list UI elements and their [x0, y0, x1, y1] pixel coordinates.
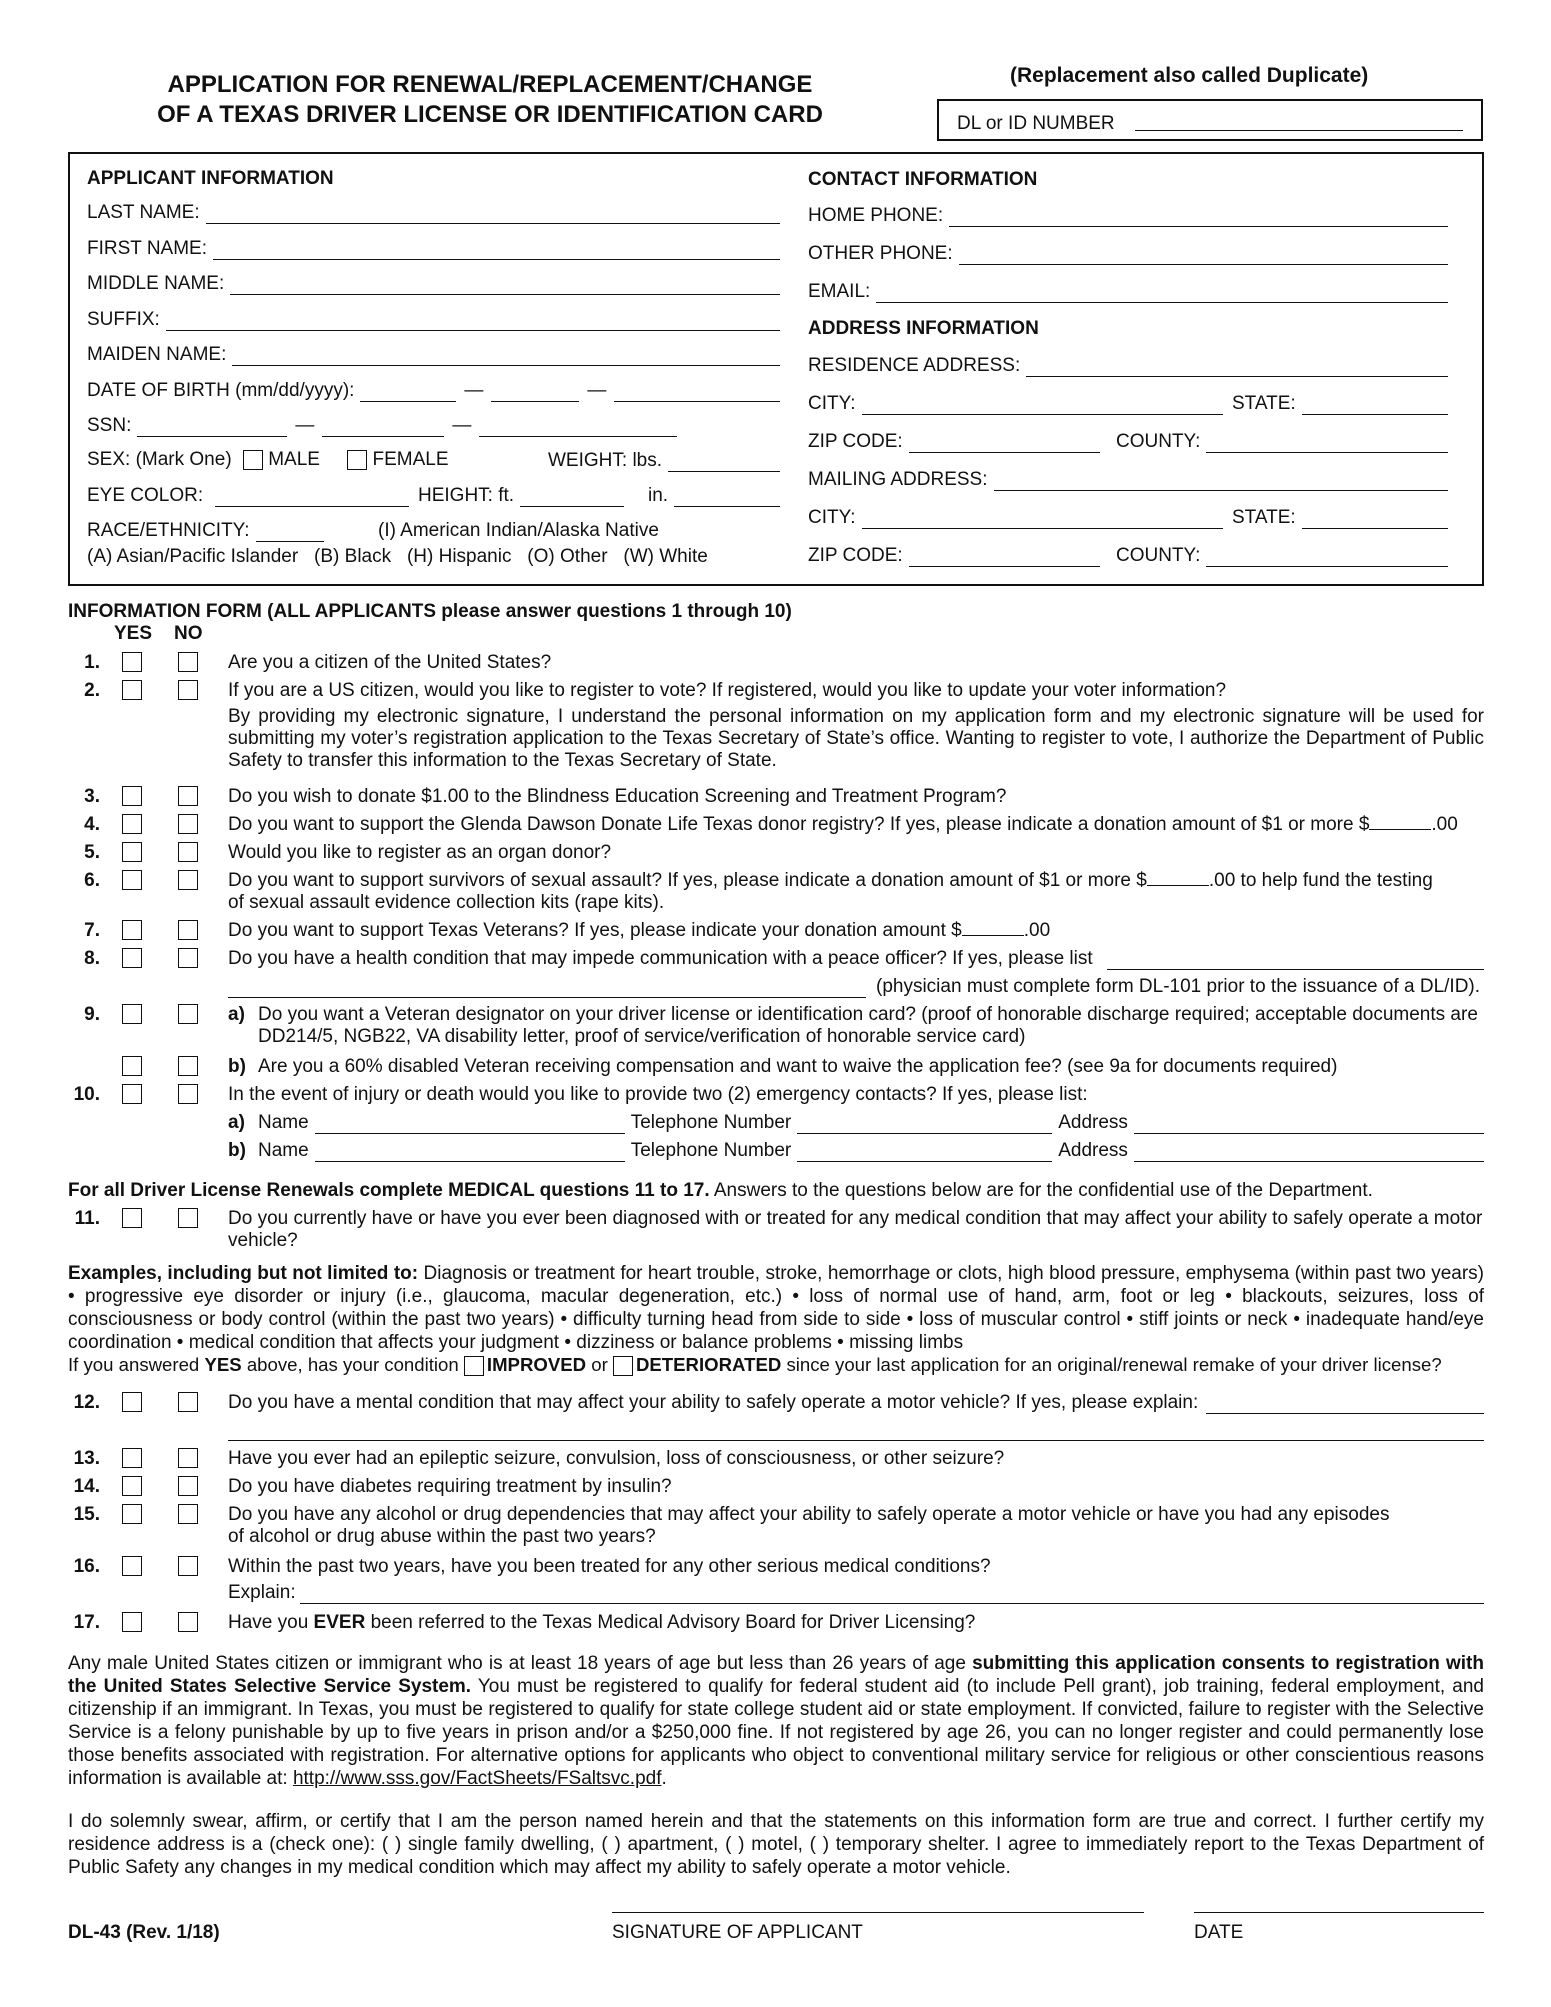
residence-state-field[interactable]	[1232, 393, 1448, 415]
q12-explain-field[interactable]	[1206, 1399, 1484, 1414]
q10-text: In the event of injury or death would you like to provide two (2) emergency contacts? If yes, please list:	[228, 1084, 1088, 1105]
q10-yes-checkbox[interactable]	[122, 1084, 142, 1104]
eye-color-label: EYE COLOR:	[87, 485, 204, 506]
q12-yes-checkbox[interactable]	[122, 1392, 142, 1412]
q5-no-checkbox[interactable]	[178, 842, 198, 862]
form-title-line2: OF A TEXAS DRIVER LICENSE OR IDENTIFICATION CARD	[157, 101, 823, 128]
cond-text-3: since your last application for an original/renewal remake of your driver license?	[781, 1354, 1442, 1375]
eye-color-field[interactable]	[87, 485, 409, 507]
q8-condition-field[interactable]	[1107, 955, 1484, 970]
height-label: HEIGHT: ft.	[418, 485, 515, 506]
signature-label: SIGNATURE OF APPLICANT	[612, 1922, 863, 1943]
q16-yes-checkbox[interactable]	[122, 1556, 142, 1576]
q9b-text: Are you a 60% disabled Veteran receiving compensation and want to waive the application fee? (see 9a for documents required)	[258, 1056, 1338, 1077]
home-phone-label: HOME PHONE:	[808, 205, 944, 226]
q16-no-checkbox[interactable]	[178, 1556, 198, 1576]
q9a-text: Do you want a Veteran designator on your driver license or identification card? (proof of honorable discharge required; acceptable documents are DD214/5, NGB22, VA disability letter, proof of service/verification of honorable service card)	[258, 1004, 1478, 1047]
q9b-no-checkbox[interactable]	[178, 1056, 198, 1076]
q14-text: Do you have diabetes requiring treatment by insulin?	[228, 1476, 672, 1497]
q8-text: Do you have a health condition that may impede communication with a peace officer? If yes, please list	[228, 948, 1093, 969]
oath-statement: I do solemnly swear, affirm, or certify that I am the person named herein and that the statements on this information form are true and correct. I further certify my residence address is a (check one): ( ) single family dwelling, ( ) apartment, ( ) motel, ( ) temporary shelter. I agree to immediately report to the Texas Department of Public Safety any changes in my medical condition which may affect my ability to safely operate a motor vehicle.	[68, 1811, 1484, 1878]
improved-checkbox[interactable]	[464, 1356, 484, 1376]
q3-text: Do you wish to donate $1.00 to the Blindness Education Screening and Treatment Program?	[228, 786, 1007, 807]
q2-yes-checkbox[interactable]	[122, 680, 142, 700]
info-form-heading: INFORMATION FORM (ALL APPLICANTS please answer questions 1 through 10)	[68, 601, 792, 622]
q7-no-checkbox[interactable]	[178, 920, 198, 940]
q2-text: If you are a US citizen, would you like to register to vote? If registered, would you like to update your voter information?	[228, 680, 1227, 701]
female-label: FEMALE	[372, 449, 449, 470]
examples-text: Diagnosis or treatment for heart trouble, stroke, hemorrhage or clots, high blood pressure, emphysema (within past two years) • progressive eye disorder or injury (i.e., glaucoma, macular degeneration, etc.) • loss of normal use of hand, arm, foot or leg • blackouts, seizures, loss of consciousness or body control (within the past two years) • difficulty turning head from side to side • loss of muscular control • stiff joints or neck • inadequate hand/eye coordination • medical condition that affects your judgment • dizziness or balance problems • missing limbs	[68, 1263, 1484, 1353]
female-checkbox[interactable]	[347, 450, 367, 470]
q11-text: Do you currently have or have you ever been diagnosed with or treated for any medical condition that may affect your ability to safely operate a motor vehicle?	[228, 1208, 1483, 1251]
q16-explain-label: Explain:	[228, 1582, 296, 1603]
q3-yes-checkbox[interactable]	[122, 786, 142, 806]
deteriorated-label: DETERIORATED	[635, 1354, 782, 1375]
residence-county-field[interactable]	[1116, 431, 1448, 453]
contact-telephone-label: Telephone Number	[630, 1112, 792, 1133]
residence-address-field[interactable]	[808, 355, 1448, 377]
q7-cents: .00	[1023, 920, 1051, 941]
ss-consent: submitting this application consents to registration with the United States Selective Service System.	[68, 1653, 1484, 1697]
date-line[interactable]	[1194, 1912, 1484, 1913]
contact-a-label: a)	[228, 1112, 245, 1133]
contact-name-label: Name	[258, 1140, 309, 1161]
q16-explain-field[interactable]	[300, 1589, 1484, 1604]
question-number: 14.	[73, 1476, 100, 1497]
cond-or: or	[586, 1354, 613, 1375]
q6-text-cont: .00 to help fund the testing	[1208, 870, 1433, 891]
contact-a-address-field[interactable]	[1134, 1119, 1484, 1134]
cond-text-1: If you answered	[68, 1354, 205, 1375]
form-id: DL-43 (Rev. 1/18)	[68, 1922, 220, 1943]
dl-number-box	[937, 99, 1483, 141]
email-label: EMAIL:	[808, 281, 871, 302]
question-number: 17.	[73, 1612, 100, 1633]
cond-yes: YES	[204, 1354, 242, 1375]
question-number: 4.	[84, 814, 100, 835]
q8-condition-field-line2[interactable]	[228, 983, 866, 998]
question-number: 2.	[84, 680, 100, 701]
q17-ever: EVER	[313, 1612, 366, 1633]
q17-yes-checkbox[interactable]	[122, 1612, 142, 1632]
ss-link[interactable]: http://www.sss.gov/FactSheets/FSaltsvc.pdf	[292, 1768, 662, 1789]
q14-yes-checkbox[interactable]	[122, 1476, 142, 1496]
contact-name-label: Name	[258, 1112, 309, 1133]
q6-no-checkbox[interactable]	[178, 870, 198, 890]
weight-label: WEIGHT: lbs.	[548, 450, 663, 471]
first-name-field[interactable]	[87, 238, 780, 260]
mailing-zip-field[interactable]	[808, 545, 1100, 567]
q4-text: Do you want to support the Glenda Dawson Donate Life Texas donor registry? If yes, please indicate a donation amount of $1 or more $	[228, 814, 1370, 835]
q17-text: Have you	[228, 1612, 314, 1633]
residence-zip-field[interactable]	[808, 431, 1100, 453]
question-number: 6.	[84, 870, 100, 891]
medical-heading-bold: For all Driver License Renewals complete MEDICAL questions 11 to 17.	[68, 1180, 710, 1201]
q11-yes-checkbox[interactable]	[122, 1208, 142, 1228]
height-ft-field[interactable]	[418, 485, 624, 507]
examples-label: Examples, including but not limited to:	[68, 1263, 419, 1284]
q1-no-checkbox[interactable]	[178, 652, 198, 672]
no-column-label: NO	[174, 623, 203, 644]
contact-a-phone-field[interactable]	[797, 1119, 1052, 1134]
zip-label: ZIP CODE:	[808, 431, 903, 452]
other-phone-field[interactable]	[808, 243, 1448, 265]
q6-text: Do you want to support survivors of sexual assault? If yes, please indicate a donation amount of $1 or more $	[228, 870, 1147, 891]
q13-yes-checkbox[interactable]	[122, 1448, 142, 1468]
q6-text-line2: of sexual assault evidence collection kits (rape kits).	[228, 892, 665, 913]
contact-address-label: Address	[1058, 1112, 1128, 1133]
maiden-name-field[interactable]	[87, 344, 780, 366]
condition-status-row	[68, 1354, 1442, 1376]
q17-text-rest: been referred to the Texas Medical Advisory Board for Driver Licensing?	[365, 1612, 976, 1633]
suffix-field[interactable]	[87, 309, 780, 331]
dl-number-field[interactable]	[1135, 130, 1463, 131]
contact-a-name-field[interactable]	[315, 1119, 625, 1134]
male-label: MALE	[268, 449, 320, 470]
race-label: RACE/ETHNICITY:	[87, 520, 250, 541]
race-field[interactable]	[87, 520, 337, 542]
address-heading: ADDRESS INFORMATION	[808, 318, 1039, 339]
other-phone-label: OTHER PHONE:	[808, 243, 953, 264]
q4-no-checkbox[interactable]	[178, 814, 198, 834]
contact-heading: CONTACT INFORMATION	[808, 169, 1038, 190]
sex-label: SEX: (Mark One)	[87, 449, 232, 470]
q15-no-checkbox[interactable]	[178, 1504, 198, 1524]
question-number: 3.	[84, 786, 100, 807]
cond-text-2: above, has your condition	[241, 1354, 464, 1375]
form-title	[110, 70, 870, 130]
county-label: COUNTY:	[1116, 431, 1201, 452]
suffix-label: SUFFIX:	[87, 309, 160, 330]
q16-text: Within the past two years, have you been treated for any other serious medical conditions?	[228, 1556, 991, 1577]
question-number: 7.	[84, 920, 100, 941]
ssn-label: SSN:	[87, 415, 132, 436]
dl-number-label: DL or ID NUMBER	[957, 113, 1115, 134]
question-number: 9.	[84, 1004, 100, 1025]
q15-yes-checkbox[interactable]	[122, 1504, 142, 1524]
first-name-label: FIRST NAME:	[87, 238, 207, 259]
question-number: 11.	[74, 1208, 100, 1229]
q9b-label: b)	[228, 1056, 246, 1077]
medical-examples	[68, 1262, 1484, 1354]
q7-yes-checkbox[interactable]	[122, 920, 142, 940]
q6-amount-field[interactable]	[1147, 871, 1209, 886]
male-checkbox[interactable]	[243, 450, 263, 470]
mailing-label: MAILING ADDRESS:	[808, 469, 988, 490]
signature-line[interactable]	[612, 1912, 1144, 1913]
contact-b-name-field[interactable]	[315, 1147, 625, 1162]
yes-column-label: YES	[114, 623, 153, 644]
q12-no-checkbox[interactable]	[178, 1392, 198, 1412]
replacement-note: (Replacement also called Duplicate)	[1010, 64, 1369, 87]
q7-text: Do you want to support Texas Veterans? If yes, please indicate your donation amount $	[228, 920, 962, 941]
mailing-state-label: STATE:	[1232, 507, 1296, 528]
q4-cents: .00	[1431, 814, 1458, 835]
q10-no-checkbox[interactable]	[178, 1084, 198, 1104]
contact-b-address-field[interactable]	[1134, 1147, 1484, 1162]
home-phone-field[interactable]	[808, 205, 1448, 227]
email-field[interactable]	[808, 281, 1448, 303]
mailing-state-field[interactable]	[1232, 507, 1448, 529]
q8-no-checkbox[interactable]	[178, 948, 198, 968]
mailing-city-field[interactable]	[808, 507, 1223, 529]
mailing-city-label: CITY:	[808, 507, 856, 528]
residence-city-field[interactable]	[808, 393, 1223, 415]
ss-end: .	[661, 1768, 667, 1789]
q13-no-checkbox[interactable]	[178, 1448, 198, 1468]
date-label: DATE	[1194, 1922, 1244, 1943]
dob-field[interactable]: DATE OF BIRTH (mm/dd/yyyy): — —	[87, 380, 780, 402]
q6-yes-checkbox[interactable]	[122, 870, 142, 890]
improved-label: IMPROVED	[486, 1354, 587, 1375]
dob-label: DATE OF BIRTH (mm/dd/yyyy):	[87, 380, 355, 401]
ss-text-1: Any male United States citizen or immigrant who is at least 18 years of age but less than 26 years of age	[68, 1653, 973, 1674]
q17-no-checkbox[interactable]	[178, 1612, 198, 1632]
q9b-yes-checkbox[interactable]	[122, 1056, 142, 1076]
q3-no-checkbox[interactable]	[178, 786, 198, 806]
maiden-name-label: MAIDEN NAME:	[87, 344, 227, 365]
q7-amount-field[interactable]	[962, 921, 1024, 936]
question-number: 5.	[84, 842, 100, 863]
q5-text: Would you like to register as an organ donor?	[228, 842, 612, 863]
q1-text: Are you a citizen of the United States?	[228, 652, 552, 673]
last-name-label: LAST NAME:	[87, 202, 200, 223]
ssn-field[interactable]: SSN: — —	[87, 415, 677, 437]
contact-address-label: Address	[1058, 1140, 1128, 1161]
q1-yes-checkbox[interactable]	[122, 652, 142, 672]
contact-telephone-label: Telephone Number	[630, 1140, 792, 1161]
q4-amount-field[interactable]	[1369, 815, 1431, 830]
mailing-zip-label: ZIP CODE:	[808, 545, 903, 566]
ss-text-2: You must be registered to qualify for federal student aid (to include Pell grant), job training, federal employment, and citizenship if an immigrant. In Texas, you must be registered to qualify for state college student aid or state employment. If convicted, failure to register with the Selective Service is a felony punishable by up to five years in prison and/or a $250,000 fine. If not registered by age 26, you can no longer register and could permanently lose those benefits associated with registration. For alternative options for applicants who object to conventional military service for religious or other conscientious reasons information is available at:	[68, 1676, 1484, 1789]
q12-text: Do you have a mental condition that may affect your ability to safely operate a motor vehicle? If yes, please explain:	[228, 1392, 1199, 1413]
sex-row	[87, 449, 449, 471]
q5-yes-checkbox[interactable]	[122, 842, 142, 862]
contact-b-label: b)	[228, 1140, 246, 1161]
q9a-label: a)	[228, 1004, 245, 1025]
q8-yes-checkbox[interactable]	[122, 948, 142, 968]
residence-label: RESIDENCE ADDRESS:	[808, 355, 1021, 376]
medical-heading-rest: Answers to the questions below are for the confidential use of the Department.	[709, 1180, 1373, 1201]
mailing-county-label: COUNTY:	[1116, 545, 1201, 566]
q8-physician-note: (physician must complete form DL-101 prior to the issuance of a DL/ID).	[876, 976, 1481, 997]
question-number: 10.	[73, 1084, 100, 1105]
q11-no-checkbox[interactable]	[178, 1208, 198, 1228]
last-name-field[interactable]	[87, 202, 780, 224]
inches-label: in.	[648, 485, 669, 506]
question-number: 13.	[73, 1448, 100, 1469]
question-number: 16.	[73, 1556, 100, 1577]
mailing-county-field[interactable]	[1116, 545, 1448, 567]
race-options: (A) Asian/Pacific Islander (B) Black (H) Hispanic (O) Other (W) White	[87, 546, 708, 567]
middle-name-label: MIDDLE NAME:	[87, 273, 225, 294]
height-in-field[interactable]	[648, 485, 780, 507]
q12-explain-field-line2[interactable]	[228, 1426, 1484, 1441]
question-number: 12.	[73, 1392, 100, 1413]
selective-service-notice	[68, 1652, 1484, 1790]
contact-b-phone-field[interactable]	[797, 1147, 1052, 1162]
medical-heading	[68, 1180, 1373, 1202]
weight-field[interactable]	[548, 450, 780, 472]
applicant-info-box	[68, 152, 1484, 586]
middle-name-field[interactable]	[87, 273, 780, 295]
deteriorated-checkbox[interactable]	[613, 1356, 633, 1376]
state-label: STATE:	[1232, 393, 1296, 414]
q15-text: Do you have any alcohol or drug dependencies that may affect your ability to safely operate a motor vehicle or have you had any episodes of alcohol or drug abuse within the past two years?	[228, 1504, 1390, 1547]
q9a-yes-checkbox[interactable]	[122, 1004, 142, 1024]
q14-no-checkbox[interactable]	[178, 1476, 198, 1496]
q2-note: By providing my electronic signature, I understand the personal information on my application form and my electronic signature will be used for submitting my voter’s registration application to the Texas Secretary of State’s office. Wanting to register to vote, I authorize the Department of Public Safety to transfer this information to the Texas Secretary of State.	[228, 706, 1484, 771]
race-option-native: (I) American Indian/Alaska Native	[378, 520, 659, 541]
q2-no-checkbox[interactable]	[178, 680, 198, 700]
form-title-line1: APPLICATION FOR RENEWAL/REPLACEMENT/CHANGE	[167, 71, 813, 98]
question-number: 8.	[84, 948, 100, 969]
q4-yes-checkbox[interactable]	[122, 814, 142, 834]
city-label: CITY:	[808, 393, 856, 414]
mailing-address-field[interactable]	[808, 469, 1448, 491]
question-number: 15.	[73, 1504, 100, 1525]
question-number: 1.	[84, 652, 100, 673]
q13-text: Have you ever had an epileptic seizure, convulsion, loss of consciousness, or other seizure?	[228, 1448, 1005, 1469]
q9a-no-checkbox[interactable]	[178, 1004, 198, 1024]
applicant-heading: APPLICANT INFORMATION	[87, 168, 334, 189]
